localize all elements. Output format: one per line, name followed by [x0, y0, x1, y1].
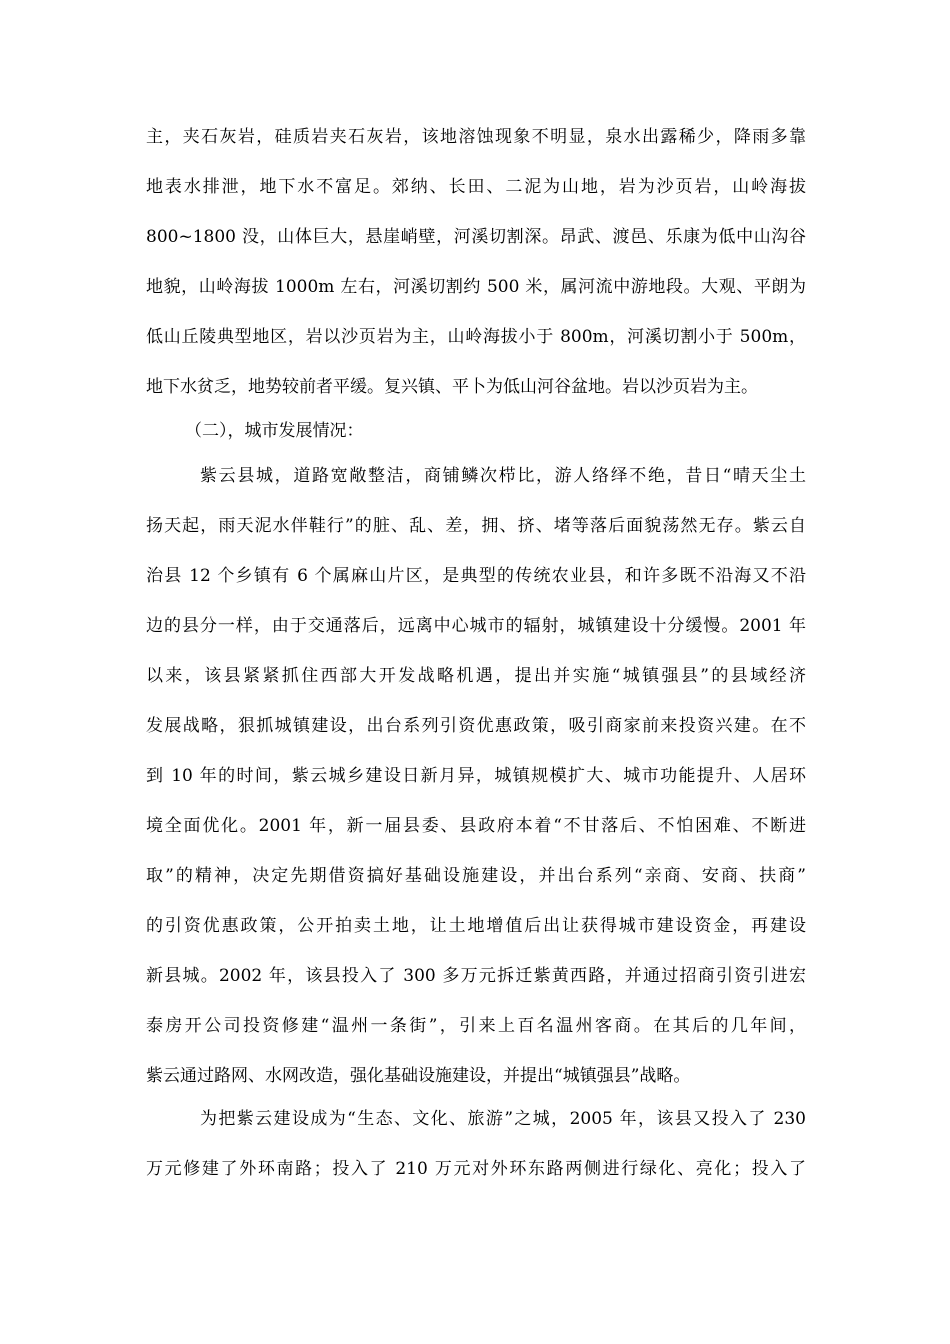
body-text-line: 为把紫云建设成为“生态、文化、旅游”之城，2005 年，该县又投入了 230: [200, 1109, 806, 1129]
body-text-line: 的引资优惠政策，公开拍卖土地，让土地增值后出让获得城市建设资金，再建设: [146, 916, 806, 936]
body-text-line: 800~1800 没，山体巨大，悬崖峭壁，河溪切割深。昂武、渡邑、乐康为低中山沟谷: [146, 227, 806, 247]
body-text-line: 地下水贫乏，地势较前者平缓。复兴镇、平卜为低山河谷盆地。岩以沙页岩为主。: [146, 377, 758, 397]
body-text-line: 地貌，山岭海拔 1000m 左右，河溪切割约 500 米，属河流中游地段。大观、平朗为: [146, 277, 806, 297]
body-text-line: 治县 12 个乡镇有 6 个属麻山片区，是典型的传统农业县，和许多既不沿海又不沿: [146, 566, 806, 586]
section-heading: （二），城市发展情况：: [185, 421, 364, 441]
body-text-line: 紫云通过路网、水网改造，强化基础设施建设，并提出“城镇强县”战略。: [146, 1066, 691, 1086]
body-text-line: 以来，该县紧紧抓住西部大开发战略机遇，提出并实施“城镇强县”的县域经济: [146, 666, 806, 686]
body-text-line: 发展战略，狠抓城镇建设，出台系列引资优惠政策，吸引商家前来投资兴建。在不: [146, 716, 806, 736]
body-text-line: 主，夹石灰岩，硅质岩夹石灰岩，该地溶蚀现象不明显，泉水出露稀少，降雨多靠: [146, 127, 806, 147]
body-text-line: 扬天起，雨天泥水伴鞋行”的脏、乱、差，拥、挤、堵等落后面貌荡然无存。紫云自: [146, 516, 806, 536]
body-text-line: 泰房开公司投资修建“温州一条街”，引来上百名温州客商。在其后的几年间，: [146, 1016, 806, 1036]
body-text-line: 到 10 年的时间，紫云城乡建设日新月异，城镇规模扩大、城市功能提升、人居环: [146, 766, 806, 786]
body-text-line: 新县城。2002 年，该县投入了 300 多万元拆迁紫黄西路，并通过招商引资引进宏: [146, 966, 806, 986]
body-text-line: 境全面优化。2001 年，新一届县委、县政府本着“不甘落后、不怕困难、不断进: [146, 816, 806, 836]
body-text-line: 边的县分一样，由于交通落后，远离中心城市的辐射，城镇建设十分缓慢。2001 年: [146, 616, 806, 636]
body-text-line: 万元修建了外环南路；投入了 210 万元对外环东路两侧进行绿化、亮化；投入了: [146, 1159, 806, 1179]
body-text-line: 紫云县城，道路宽敞整洁，商铺鳞次栉比，游人络绎不绝，昔日“晴天尘土: [200, 466, 806, 486]
body-text-line: 低山丘陵典型地区，岩以沙页岩为主，山岭海拔小于 800m，河溪切割小于 500m，: [146, 327, 806, 347]
body-text-line: 地表水排泄，地下水不富足。郊纳、长田、二泥为山地，岩为沙页岩，山岭海拔: [146, 177, 806, 197]
body-text-line: 取”的精神，决定先期借资搞好基础设施建设，并出台系列“亲商、安商、扶商”: [146, 866, 806, 886]
